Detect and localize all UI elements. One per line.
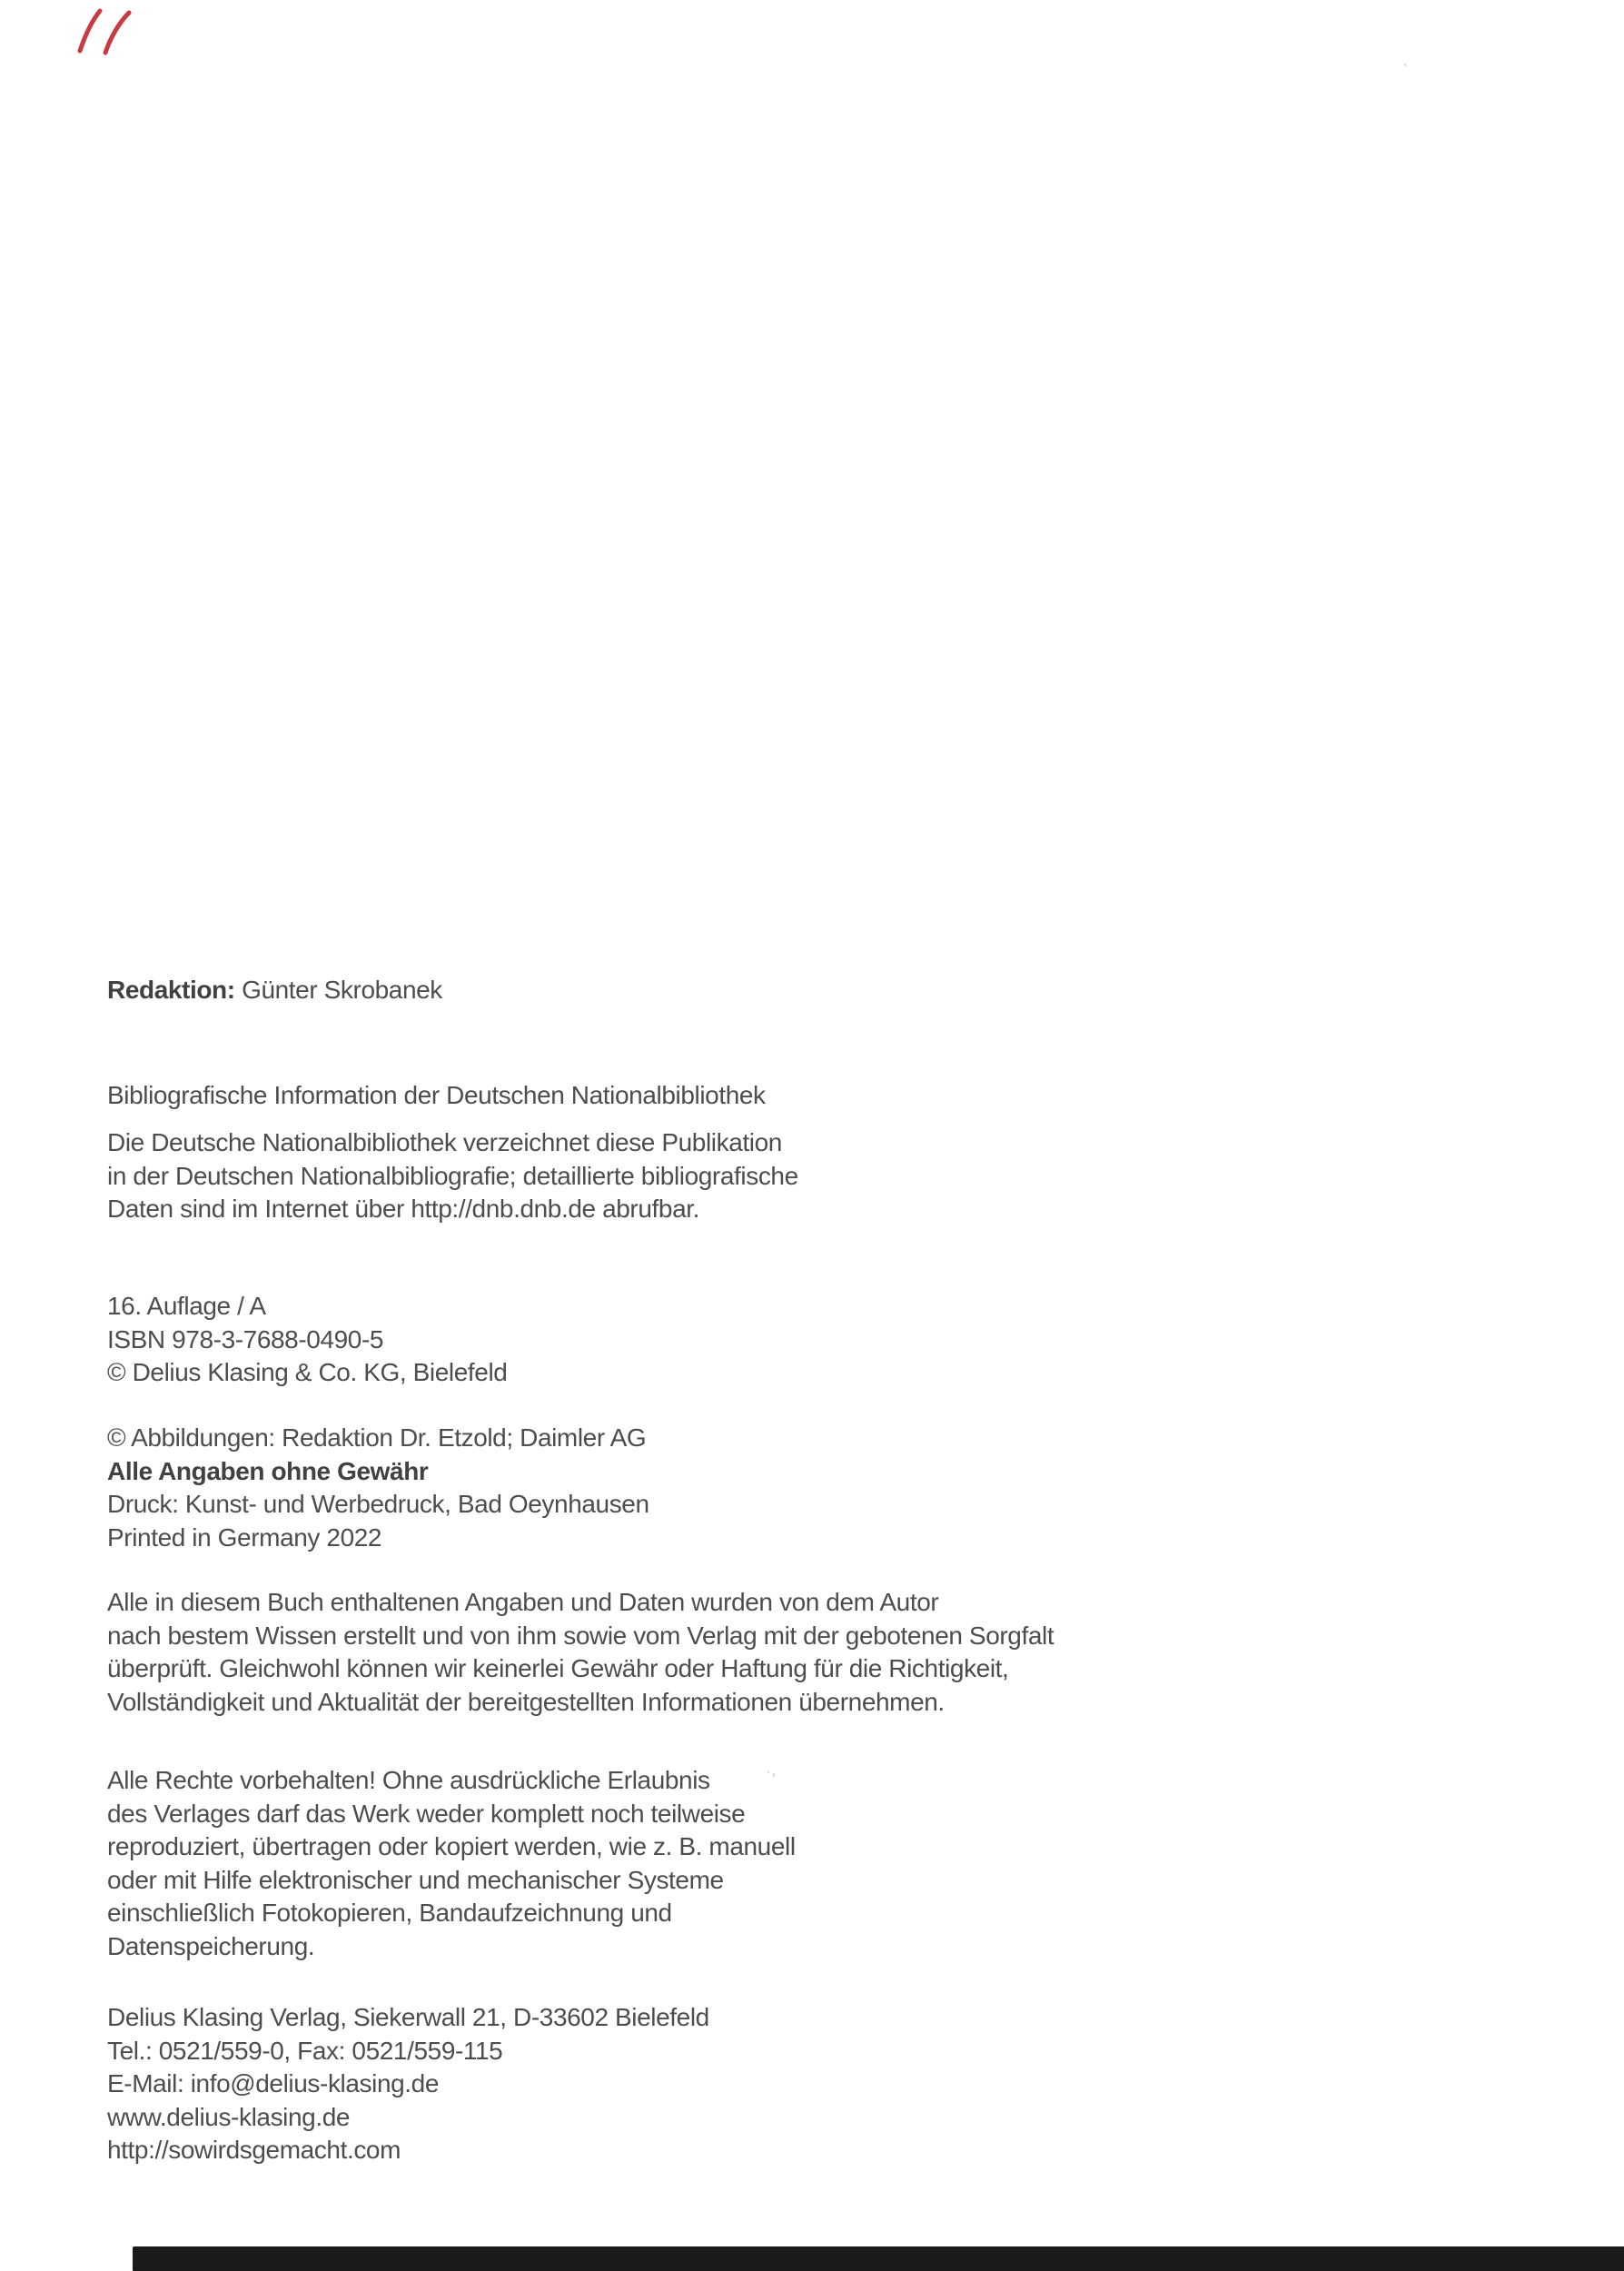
contact-block bbox=[107, 2001, 709, 2167]
rights-paragraph bbox=[107, 1764, 796, 1963]
disclaimer-line: nach bestem Wissen erstellt und von ihm sowie vom Verlag mit der gebotenen Sorgfalt bbox=[107, 1621, 1055, 1650]
disclaimer-paragraph bbox=[107, 1586, 1054, 1719]
disclaimer-line: Vollständigkeit und Aktualität der bereitgestellten Informationen übernehmen. bbox=[107, 1687, 945, 1716]
dnb-heading: Bibliografische Information der Deutschen Nationalbibliothek bbox=[107, 1081, 766, 1109]
website-line: http://sowirdsgemacht.com bbox=[107, 2136, 401, 2164]
dnb-paragraph-line: Daten sind im Internet über http://dnb.dnb.de abrufbar. bbox=[107, 1195, 699, 1223]
pencil-smudge: ˙' bbox=[762, 1769, 777, 1790]
rights-line: reproduziert, übertragen oder kopiert werden, wie z. B. manuell bbox=[107, 1832, 796, 1860]
scan-edge-bar bbox=[133, 2246, 1624, 2271]
credits-block bbox=[107, 1422, 649, 1554]
printed-line: Printed in Germany 2022 bbox=[107, 1522, 382, 1552]
rights-line: des Verlages darf das Werk weder komplett noch teilweise bbox=[107, 1799, 746, 1828]
redaktion-line bbox=[107, 974, 442, 1007]
abbildungen-line: © Abbildungen: Redaktion Dr. Etzold; Daimler AG bbox=[107, 1423, 647, 1452]
rights-line: Datenspeicherung. bbox=[107, 1931, 315, 1960]
publisher-copyright-line: © Delius Klasing & Co. KG, Bielefeld bbox=[107, 1358, 508, 1386]
dnb-paragraph-line: in der Deutschen Nationalbibliografie; detaillierte bibliografische bbox=[107, 1161, 798, 1190]
rights-line: oder mit Hilfe elektronischer und mechanischer Systeme bbox=[107, 1865, 724, 1894]
phone-fax-line: Tel.: 0521/559-0, Fax: 0521/559-115 bbox=[107, 2036, 503, 2065]
publisher-address-line: Delius Klasing Verlag, Siekerwall 21, D-33602 Bielefeld bbox=[107, 2003, 709, 2031]
rights-line: Alle Rechte vorbehalten! Ohne ausdrückliche Erlaubnis bbox=[107, 1766, 710, 1794]
isbn-line: ISBN 978-3-7688-0490-5 bbox=[107, 1324, 384, 1354]
edition-block bbox=[107, 1290, 507, 1390]
disclaimer-line: überprüft. Gleichwohl können wir keinerlei Gewähr oder Haftung für die Richtigkeit, bbox=[107, 1654, 1009, 1682]
disclaimer-line: Alle in diesem Buch enthaltenen Angaben und Daten wurden von dem Autor bbox=[107, 1588, 939, 1616]
druck-line: Druck: Kunst- und Werbedruck, Bad Oeynhausen bbox=[107, 1490, 649, 1518]
red-pen-mark-icon bbox=[73, 4, 144, 60]
website-line: www.delius-klasing.de bbox=[107, 2102, 351, 2131]
dnb-paragraph-line: Die Deutsche Nationalbibliothek verzeichnet diese Publikation bbox=[107, 1128, 782, 1156]
dnb-paragraph bbox=[107, 1126, 798, 1226]
rights-line: einschließlich Fotokopieren, Bandaufzeichnung und bbox=[107, 1899, 672, 1927]
email-line: E-Mail: info@delius-klasing.de bbox=[107, 2069, 440, 2097]
gewaehr-line: Alle Angaben ohne Gewähr bbox=[107, 1456, 429, 1485]
edition-line: 16. Auflage / A bbox=[107, 1292, 266, 1320]
redaktion-label: Redaktion: bbox=[107, 976, 235, 1004]
redaktion-value: Günter Skrobanek bbox=[234, 976, 442, 1004]
pencil-smudge: · bbox=[1401, 54, 1411, 75]
